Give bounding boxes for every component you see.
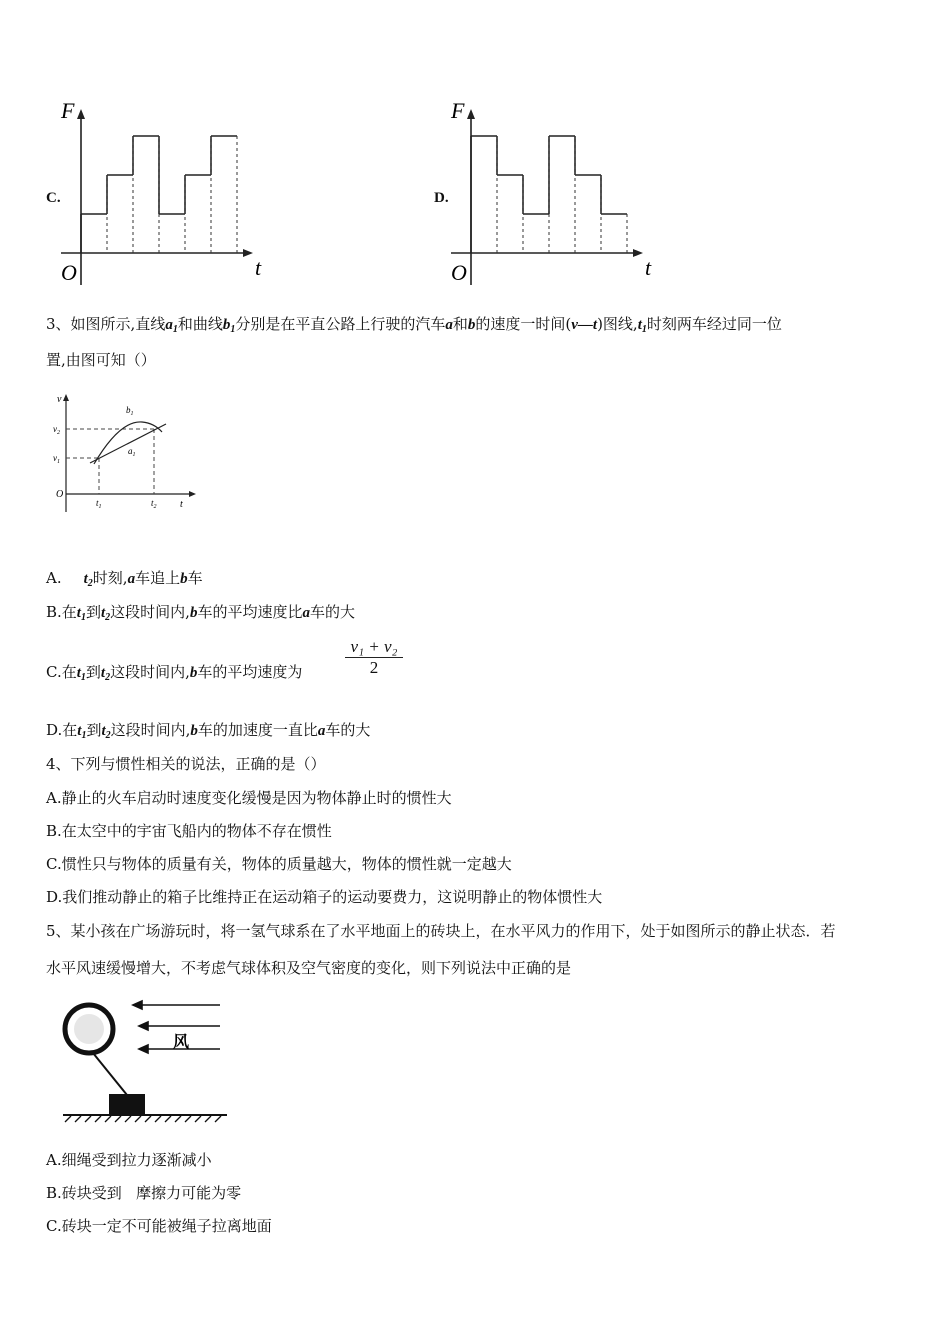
q4-option-b: B.在太空中的宇宙飞船内的物体不存在惯性 — [46, 822, 332, 840]
graph-c-x-arrow — [243, 249, 253, 257]
q5-option-a: A.细绳受到拉力逐渐减小 — [46, 1151, 212, 1169]
q5-stem-line2: 水平风速缓慢增大，不考虑气球体积及空气密度的变化，则下列说法中正确的是 — [46, 959, 572, 977]
line-a1 — [90, 424, 166, 463]
graph-d-y-label: F — [451, 98, 465, 123]
q4-option-d: D.我们推动静止的箱子比维持正在运动箱子的运动要费力，这说明静止的物体惯性大 — [46, 888, 603, 906]
graph-c-origin-label: O — [61, 260, 77, 285]
svg-text:v1: $v_1$ — [53, 453, 60, 465]
q5-option-b: B.砖块受到 摩擦力可能为零 — [46, 1184, 242, 1202]
q4-option-a: A.静止的火车启动时速度变化缓慢是因为物体静止时的惯性大 — [46, 789, 452, 807]
q3-option-d: D.在$t_1$到$t_2$这段时间内,b车的加速度一直比a车的大 — [46, 721, 371, 741]
svg-text:a1: $a_1$ — [128, 446, 136, 458]
svg-text:t: t — [180, 499, 183, 510]
string-line — [93, 1053, 127, 1095]
balloon-figure — [55, 995, 235, 1130]
option-d-label: D. — [434, 190, 449, 206]
q5-stem-line1: 5、某小孩在广场游玩时，将一氢气球系在了水平地面上的砖块上，在水平风力的作用下，处于如图所示的静止状态．若 — [46, 922, 836, 940]
q5-option-c: C.砖块一定不可能被绳子拉离地面 — [46, 1217, 272, 1235]
brick-icon — [109, 1094, 145, 1114]
force-time-graph-c — [55, 95, 275, 290]
svg-text:b1: $b_1$ — [126, 405, 134, 417]
mean-velocity-fraction: $\frac{\text{v₁ + v₂}}{2}$ — [345, 637, 403, 678]
svg-text:v: v — [57, 394, 62, 405]
option-c-label: C. — [46, 190, 61, 206]
graph-c-x-label: t — [255, 255, 262, 280]
velocity-time-figure — [50, 390, 200, 520]
graph-c-y-label: F — [61, 98, 75, 123]
svg-text:t1: $t_1$ — [96, 498, 102, 510]
svg-text:t2: $t_2$ — [151, 498, 157, 510]
q3-option-c: C.在$t_1$到$t_2$这段时间内,b车的平均速度为 — [46, 663, 303, 683]
svg-text:v2: $v_2$ — [53, 424, 60, 436]
graph-d-origin-label: O — [451, 260, 467, 285]
q3-option-b: B.在$t_1$到$t_2$这段时间内,b车的平均速度比a车的大 — [46, 603, 355, 623]
graph-d-y-arrow — [467, 109, 475, 119]
svg-text:O: O — [56, 489, 64, 500]
q3-option-a: A. $t_2$时刻,a车追上b车 — [46, 569, 203, 589]
graph-c-plot — [61, 109, 253, 285]
q3-stem-line2: 置,由图可知（） — [46, 351, 156, 369]
q4-option-c: C.惯性只与物体的质量有关，物体的质量越大，物体的惯性就一定越大 — [46, 855, 512, 873]
graph-d-plot — [451, 109, 643, 285]
wind-label: 风 — [173, 1034, 190, 1051]
q3-stem-line1: 3、如图所示,直线$a_1$和曲线$b_1$分别是在平直公路上行驶的汽车a和b的速度一时间(v—t)图线$,t_1$时刻两车经过同一位 — [46, 315, 782, 335]
graph-c-y-arrow — [77, 109, 85, 119]
force-time-graph-d — [445, 95, 665, 290]
graph-d-x-label: t — [645, 255, 652, 280]
graph-d-x-arrow — [633, 249, 643, 257]
q4-stem: 4、下列与惯性相关的说法，正确的是（） — [46, 755, 326, 773]
